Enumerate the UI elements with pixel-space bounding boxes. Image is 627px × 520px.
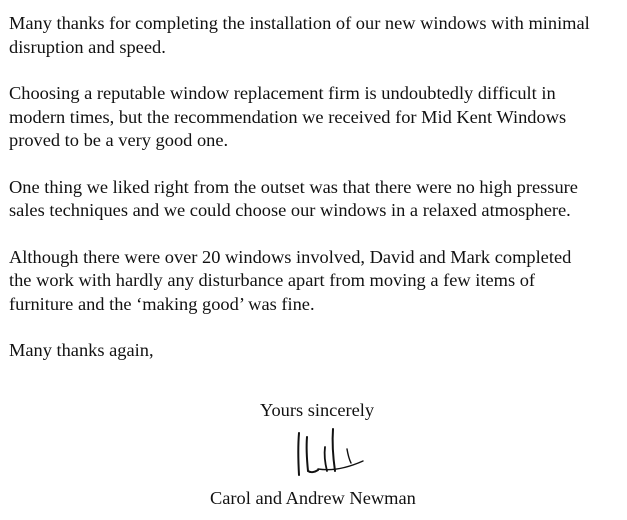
handwritten-signature bbox=[285, 425, 385, 485]
paragraph-sales: One thing we liked right from the outset was that there were no high pressure sales techniques and we could choose our windows in a relaxed atmosphere. bbox=[9, 176, 578, 220]
signatory-names: Carol and Andrew Newman bbox=[210, 488, 416, 508]
paragraph-thanks-again: Many thanks again, bbox=[9, 340, 154, 360]
paragraph-thanks: Many thanks for completing the installation of our new windows with minimal disruption and speed. bbox=[9, 13, 590, 57]
paragraph-recommendation: Choosing a reputable window replacement firm is undoubtedly difficult in modern times, but the recommendation we received for Mid Kent Windows proved to be a very good one. bbox=[9, 83, 567, 150]
letter-body bbox=[9, 12, 624, 386]
paragraph-work: Although there were over 20 windows involved, David and Mark completed the work with hardly any disturbance apart from moving a few items of furniture and the ‘making good’ was fine. bbox=[9, 246, 572, 314]
closing-line: Yours sincerely bbox=[260, 400, 375, 420]
